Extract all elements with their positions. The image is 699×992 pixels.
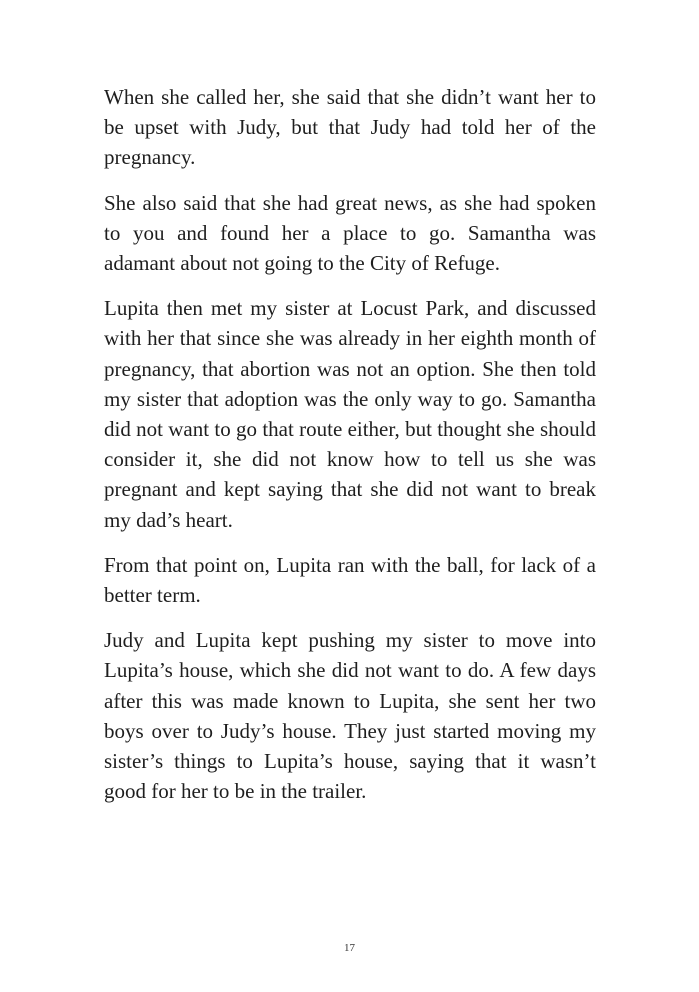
- paragraph-3: Lupita then met my sister at Locust Park, and discussed with her that since she was already in her eighth month of pregnancy, that abortion was not an option. She then told my sister that adoption was the only way to go. Samantha did not want to go that route either, but thought she should consider it, she did not know how to tell us she was pregnant and kept saying that she did not want to break my dad’s heart.: [104, 296, 596, 532]
- paragraph-2: She also said that she had great news, as she had spoken to you and found her a place to go. Samantha was adamant about not going to the City of Refuge.: [104, 190, 596, 276]
- paragraph-5: Judy and Lupita kept pushing my sister to move into Lupita’s house, which she did not want to do. A few days after this was made known to Lupita, she sent her two boys over to Judy’s house. They just started moving my sister’s things to Lupita’s house, saying that it wasn’t good for her to be in the trailer.: [104, 628, 596, 804]
- page-number: 17: [344, 942, 355, 954]
- paragraph-1: When she called her, she said that she didn’t want her to be upset with Judy, but that Judy had told her of the pregnancy.: [104, 85, 596, 170]
- body-text: [104, 82, 596, 821]
- paragraph-4: From that point on, Lupita ran with the ball, for lack of a better term.: [104, 552, 596, 608]
